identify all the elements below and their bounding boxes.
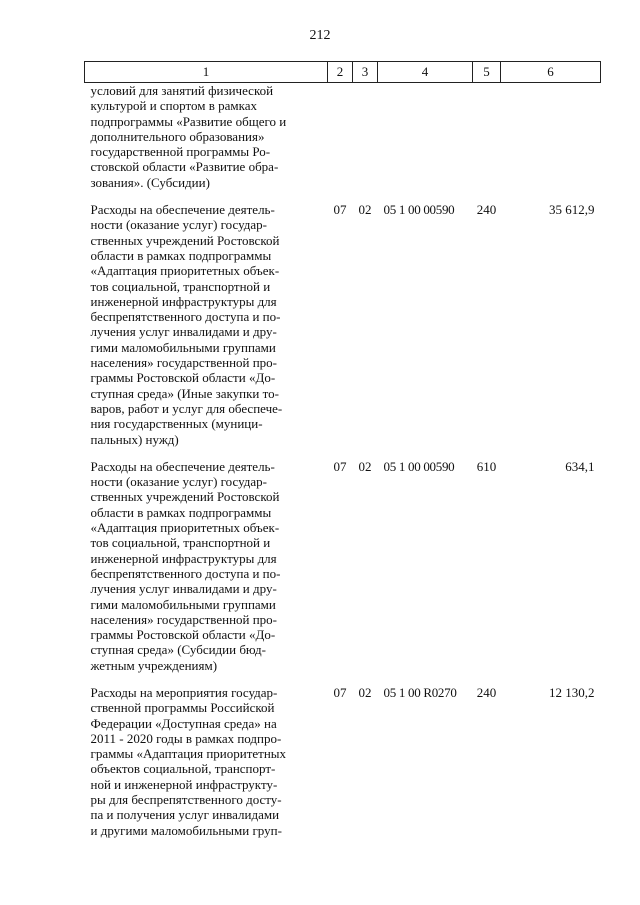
description-line: области в рамках подпрограммы (90, 247, 272, 263)
header-col-5: 5 (473, 62, 501, 83)
row-section-code: 07 (333, 458, 347, 474)
description-line: инженерной инфраструктуры для (90, 293, 277, 309)
description-line: пальных) нужд) (90, 431, 179, 447)
description-line: граммы Ростовской области «До- (90, 627, 276, 643)
row-target-article: 05 1 00 00590 (383, 202, 455, 218)
row-section-code: 07 (333, 202, 347, 218)
table-header-row (85, 62, 601, 83)
description-line: гими маломобильными группами (90, 339, 276, 355)
description-line: «Адаптация приоритетных объек- (90, 520, 280, 536)
header-col-2: 2 (328, 62, 353, 83)
row-target-article: 05 1 00 00590 (383, 458, 455, 474)
description-line: гими маломобильными группами (90, 596, 276, 612)
description-line: жетным учреждениям) (90, 657, 218, 673)
row-section-code: 07 (333, 684, 347, 700)
header-col-1: 1 (85, 62, 328, 83)
description-line: культурой и спортом в рамках (90, 98, 257, 114)
row-description (85, 202, 328, 459)
description-line: тов социальной, транспортной и (90, 278, 271, 294)
description-line: ры для беспрепятственного досту- (90, 792, 282, 808)
page-number: 212 (309, 28, 331, 43)
row-target-article: 05 1 00 R0270 (383, 684, 457, 700)
row-amount (501, 83, 601, 203)
description-line: ственных учреждений Ростовской (90, 232, 280, 248)
description-line: лучения услуг инвалидами и дру- (90, 324, 277, 340)
description-line: населения» государственной про- (90, 611, 278, 627)
description-line: Расходы на мероприятия государ- (90, 684, 278, 700)
row-subsection-code: 02 (358, 202, 372, 218)
description-line: дополнительного образования» (90, 128, 265, 144)
row-amount: 35 612,9 (549, 202, 595, 218)
description-line: беспрепятственного доступа и по- (90, 565, 281, 581)
header-col-6: 6 (501, 62, 601, 83)
description-line: ной и инженерной инфраструкту- (90, 776, 278, 792)
description-line: беспрепятственного доступа и по- (90, 309, 281, 325)
table-body (85, 83, 601, 850)
table-row (85, 459, 601, 685)
description-line: граммы «Адаптация приоритетных (90, 746, 287, 762)
row-amount: 12 130,2 (549, 684, 595, 700)
description-line: Расходы на обеспечение деятель- (90, 202, 275, 218)
description-line: объектов социальной, транспорт- (90, 761, 276, 777)
description-line: подпрограммы «Развитие общего и (90, 113, 287, 129)
description-line: ступная среда» (Субсидии бюд- (90, 642, 266, 658)
row-description (85, 685, 328, 850)
description-line: ния государственных (муници- (90, 416, 263, 432)
budget-table (84, 61, 601, 850)
description-line: ности (оказание услуг) государ- (90, 217, 267, 233)
row-description (85, 83, 328, 203)
description-line: 2011 - 2020 годы в рамках подпро- (90, 730, 282, 746)
description-line: условий для занятий физической (90, 83, 274, 98)
row-expense-type (473, 83, 501, 203)
description-line: ступная среда» (Иные закупки то- (90, 385, 279, 401)
row-subsection-code: 02 (358, 684, 372, 700)
description-line: ственных учреждений Ростовской (90, 489, 280, 505)
table-row (85, 202, 601, 459)
description-line: населения» государственной про- (90, 355, 278, 371)
description-line: тов социальной, транспортной и (90, 535, 271, 551)
description-line: лучения услуг инвалидами и дру- (90, 581, 277, 597)
description-line: граммы Ростовской области «До- (90, 370, 276, 386)
row-description (85, 459, 328, 685)
description-line: Федерации «Доступная среда» на (90, 715, 277, 731)
description-line: инженерной инфраструктуры для (90, 550, 277, 566)
header-col-4: 4 (378, 62, 473, 83)
description-line: варов, работ и услуг для обеспече- (90, 400, 283, 416)
description-line: стовской области «Развитие обра- (90, 159, 279, 175)
row-section-code (328, 83, 353, 203)
description-line: «Адаптация приоритетных объек- (90, 263, 280, 279)
table-row (85, 83, 601, 203)
row-subsection-code: 02 (358, 458, 372, 474)
row-expense-type: 610 (476, 458, 497, 474)
description-line: и другими маломобильными груп- (90, 822, 282, 838)
description-line: области в рамках подпрограммы (90, 504, 272, 520)
header-col-3: 3 (353, 62, 378, 83)
description-line: ности (оказание услуг) государ- (90, 474, 267, 490)
row-expense-type: 240 (476, 684, 497, 700)
description-line: государственной программы Ро- (90, 144, 271, 160)
row-target-article (378, 83, 473, 203)
description-line: зования». (Субсидии) (90, 174, 210, 190)
table-row (85, 685, 601, 850)
description-line: па и получения услуг инвалидами (90, 807, 280, 823)
description-line: ственной программы Российской (90, 700, 275, 716)
row-subsection-code (353, 83, 378, 203)
description-line: Расходы на обеспечение деятель- (90, 458, 275, 474)
row-expense-type: 240 (476, 202, 497, 218)
row-amount: 634,1 (565, 458, 595, 474)
